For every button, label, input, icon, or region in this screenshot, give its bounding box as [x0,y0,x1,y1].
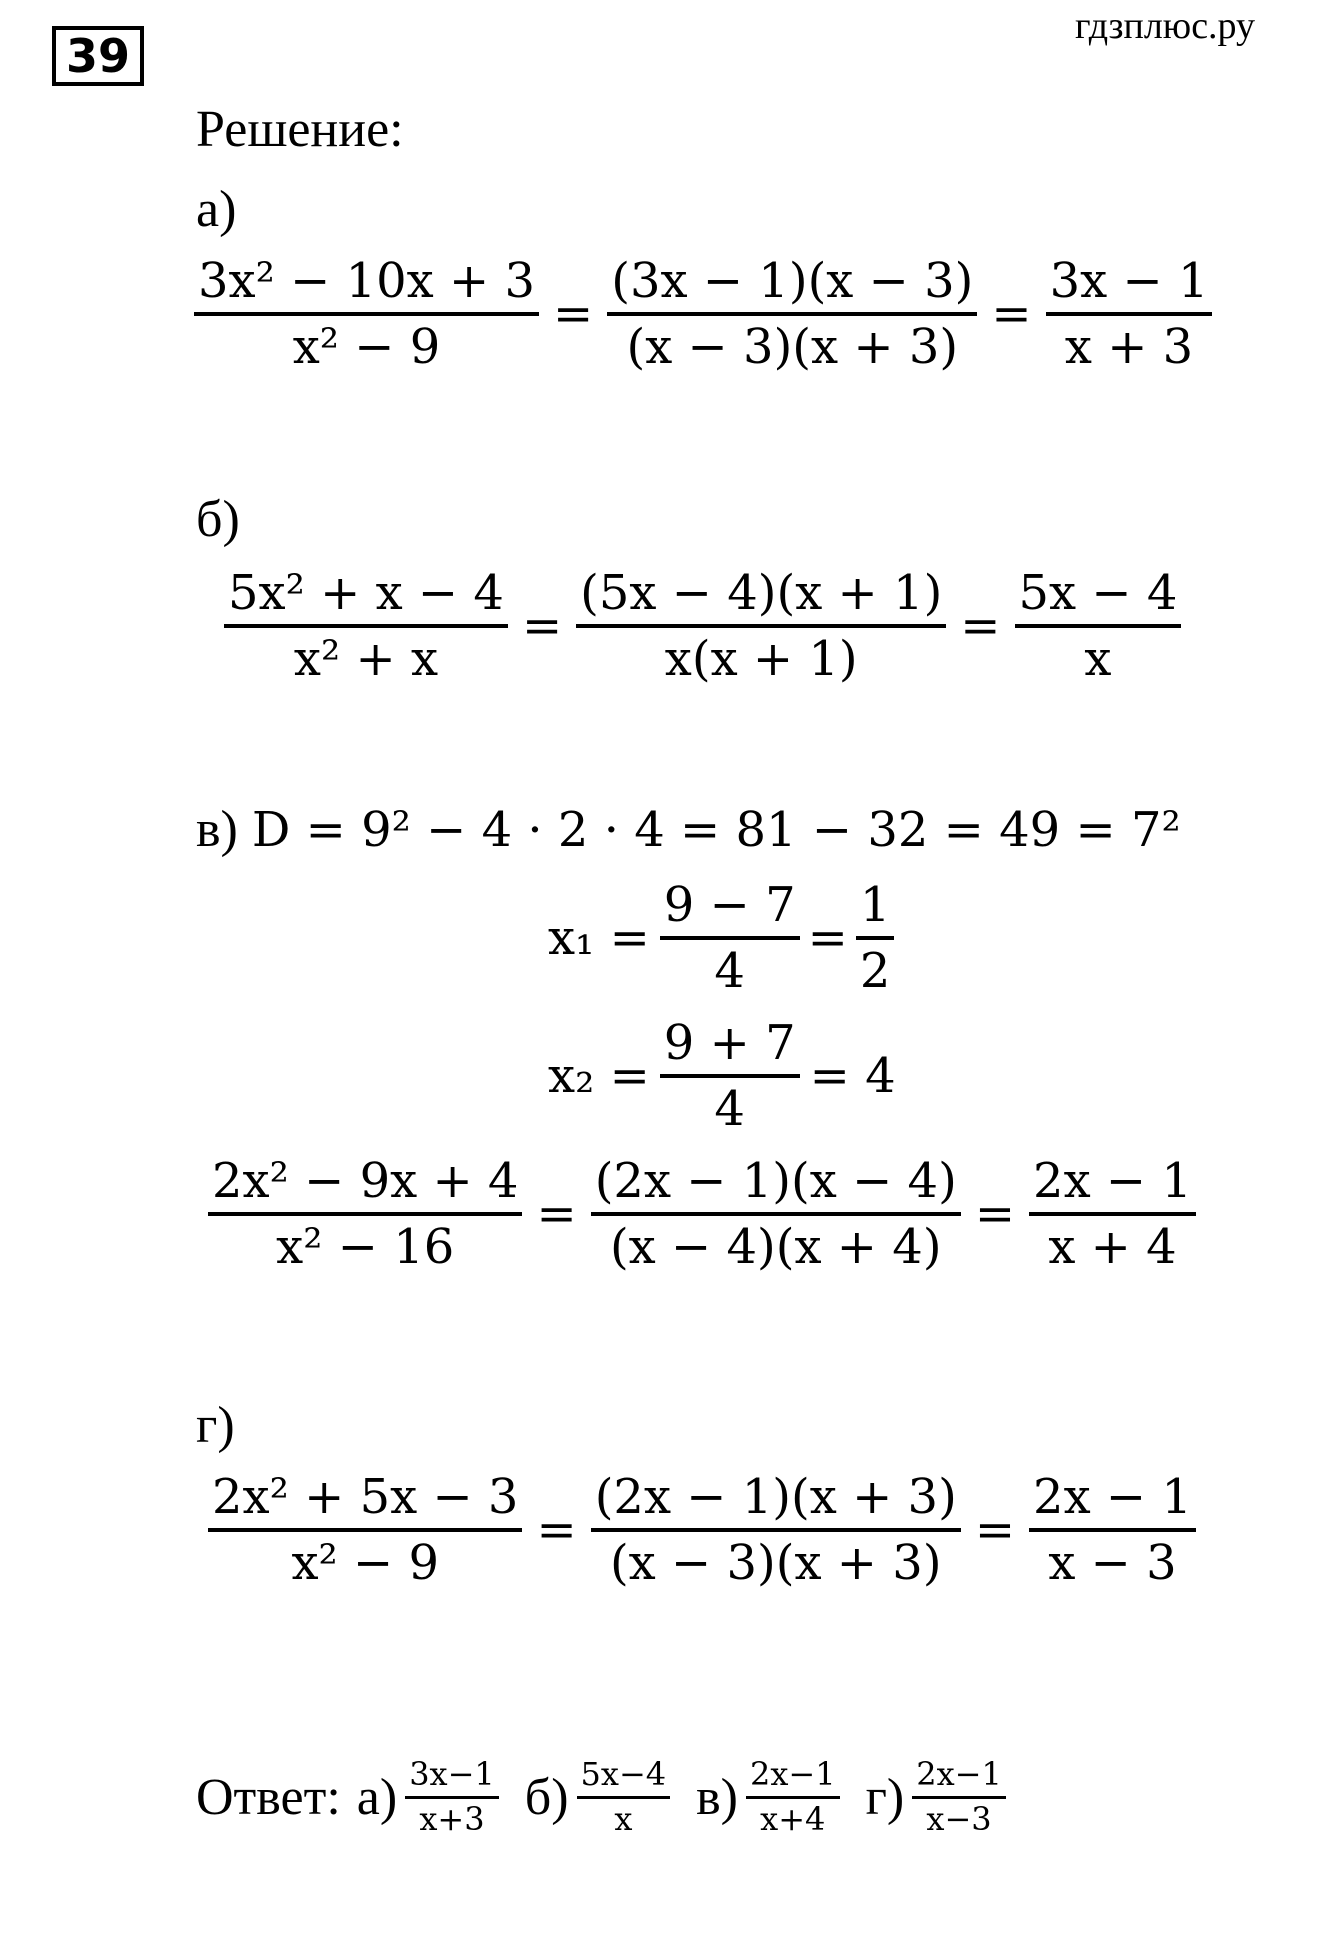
numerator: 2x − 1 [1033,1153,1192,1209]
equals-sign: = [974,1186,1016,1243]
fraction [1015,565,1182,688]
numerator: 3x−1 [409,1755,495,1793]
fraction [591,1469,961,1592]
fraction [1046,253,1213,376]
answer-label: Ответ: [196,1768,341,1826]
fraction-bar [746,1796,840,1799]
numerator: 5x − 4 [1018,565,1178,621]
fraction [194,253,539,376]
answer-g-fraction [912,1755,1006,1838]
numerator: 2x−1 [916,1755,1002,1793]
numerator: 9 + 7 [663,1015,796,1071]
numerator: 3x² − 10x + 3 [198,253,536,309]
answer-b-label: б) [524,1768,569,1826]
denominator: x [614,1799,633,1838]
part-b-equation [224,565,1181,688]
part-a-label: а) [196,181,237,238]
numerator: 1 [859,877,891,933]
fraction [576,565,946,688]
fraction-bar [208,1212,522,1216]
fraction [591,1153,961,1276]
part-a-equation [194,253,1212,376]
fraction-bar [591,1528,961,1532]
fraction-bar [194,312,539,316]
equals-sign: = [521,598,563,655]
fraction-bar [405,1796,499,1799]
fraction [660,877,800,1000]
fraction [660,1015,800,1138]
numerator: (5x − 4)(x + 1) [580,565,943,621]
fraction-bar [591,1212,961,1216]
equals-sign: = [974,1502,1016,1559]
denominator: x [1084,631,1112,688]
site-watermark: гдзплюс.ру [1075,5,1256,47]
fraction-bar [856,936,895,940]
equals-sign: = [536,1186,577,1243]
x2-result: = 4 [809,1048,896,1105]
root-x2 [548,1015,896,1138]
answer-v-fraction [746,1755,840,1838]
denominator: x+4 [760,1799,826,1838]
denominator: (x − 3)(x + 3) [626,319,959,376]
part-g-label: г) [196,1397,235,1454]
answer-b-fraction [577,1755,671,1838]
part-v-label: в) [196,801,238,858]
x1-label: x₁ = [548,910,650,967]
denominator: 4 [714,943,745,1000]
denominator: x−3 [926,1799,992,1838]
fraction-bar [912,1796,1006,1799]
denominator: x² + x [293,631,439,688]
equals-sign: = [536,1502,577,1559]
fraction-bar [660,936,800,940]
denominator: (x − 3)(x + 3) [609,1535,942,1592]
numerator: 3x − 1 [1049,253,1209,309]
numerator: 2x² + 5x − 3 [212,1469,519,1525]
denominator: 2 [859,943,891,1000]
part-v-equation [208,1153,1196,1276]
fraction [224,565,508,688]
denominator: 4 [714,1081,745,1138]
fraction-bar [1046,312,1213,316]
fraction [607,253,977,376]
equals-sign: = [960,598,1001,655]
fraction-bar [208,1528,522,1532]
numerator: (2x − 1)(x + 3) [594,1469,957,1525]
fraction-bar [1029,1212,1196,1216]
fraction [1029,1469,1196,1592]
fraction-bar [576,624,946,628]
denominator: x + 3 [1064,319,1194,376]
denominator: x+3 [419,1799,485,1838]
x2-label: x₂ = [548,1048,650,1105]
denominator: x − 3 [1048,1535,1177,1592]
numerator: 2x² − 9x + 4 [212,1153,519,1209]
part-b-label: б) [196,491,240,548]
fraction-bar [224,624,508,628]
fraction-bar [1015,624,1182,628]
fraction [856,877,895,1000]
problem-number-box: 39 [52,26,144,86]
fraction-bar [1029,1528,1196,1532]
denominator: x² − 9 [292,319,441,376]
numerator: 5x² + x − 4 [228,565,504,621]
part-v-discriminant-line [196,800,1181,859]
answer-v-label: в) [696,1768,738,1826]
numerator: 5x−4 [580,1755,667,1793]
denominator: x(x + 1) [664,631,858,688]
fraction-bar [660,1074,800,1078]
fraction-bar [607,312,977,316]
numerator: (2x − 1)(x − 4) [594,1153,957,1209]
answer-line [196,1755,1006,1838]
fraction [208,1153,522,1276]
fraction [208,1469,522,1592]
denominator: x² − 16 [276,1219,455,1276]
numerator: 2x − 1 [1033,1469,1192,1525]
root-x1 [548,877,894,1000]
numerator: (3x − 1)(x − 3) [611,253,974,309]
answer-a-label: а) [356,1768,398,1826]
part-g-equation [208,1469,1196,1592]
fraction [1029,1153,1196,1276]
fraction-bar [577,1796,671,1799]
numerator: 9 − 7 [663,877,796,933]
solution-heading: Решение: [196,101,404,158]
answer-a-fraction [405,1755,499,1838]
discriminant: D = 9² − 4 · 2 · 4 = 81 − 32 = 49 = 7² [251,801,1181,858]
denominator: x + 4 [1048,1219,1177,1276]
answer-g-label: г) [865,1768,905,1826]
numerator: 2x−1 [750,1755,836,1793]
equals-sign: = [553,286,594,343]
denominator: x² − 9 [291,1535,440,1592]
denominator: (x − 4)(x + 4) [609,1219,942,1276]
equals-sign: = [991,286,1032,343]
equals-sign: = [807,910,848,967]
